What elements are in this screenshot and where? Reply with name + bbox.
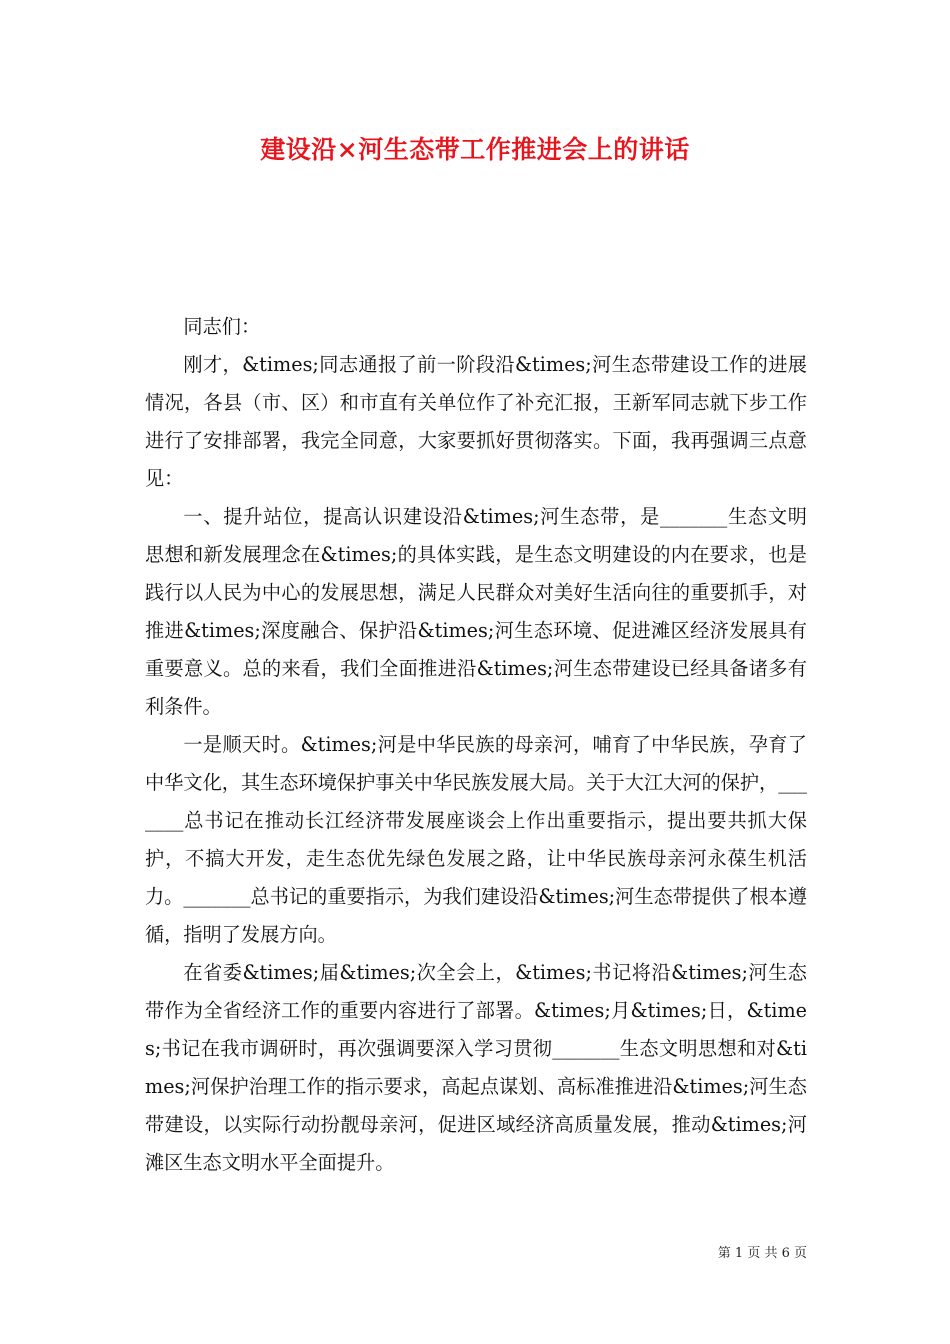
page-number-footer: 第 1 页 共 6 页 (717, 1246, 807, 1261)
body-paragraph: 一、提升站位，提高认识建设沿&times;河生态带，是_______生态文明思想和新发展理念在&times;的具体实践，是生态文明建设的内在要求，也是践行以人民为中心的发展思想，满足人民群众对美好生活向往的重要抓手，对推进&times;深度融合、保护沿&times;河生态环境、促进滩区经济发展具有重要意义。总的来看，我们全面推进沿&times;河生态带建设已经具备诸多有利条件。 (145, 505, 807, 718)
document-title: 建设沿×河生态带工作推进会上的讲话 (260, 135, 690, 164)
salutation-paragraph: 同志们： (183, 315, 261, 338)
document-body (145, 308, 807, 1182)
body-paragraph: 一是顺天时。&times;河是中华民族的母亲河，哺育了中华民族，孕育了中华文化，其生态环境保护事关中华民族发展大局。关于大江大河的保护，_______总书记在推动长江经济带发展座谈会上作出重要指示，提出要共抓大保护，不搞大开发，走生态优先绿色发展之路，让中华民族母亲河永葆生机活力。_______总书记的重要指示，为我们建设沿&times;河生态带提供了根本遵循，指明了发展方向。 (145, 733, 808, 946)
body-paragraph: 在省委&times;届&times;次全会上，&times;书记将沿&times;河生态带作为全省经济工作的重要内容进行了部署。&times;月&times;日，&times;书记在我市调研时，再次强调要深入学习贯彻_______生态文明思想和对&times;河保护治理工作的指示要求，高起点谋划、高标准推进沿&times;河生态带建设，以实际行动扮靓母亲河，促进区域经济高质量发展，推动&times;河滩区生态文明水平全面提升。 (145, 961, 807, 1174)
body-paragraph: 刚才，&times;同志通报了前一阶段沿&times;河生态带建设工作的进展情况，各县（市、区）和市直有关单位作了补充汇报，王新军同志就下步工作进行了安排部署，我完全同意，大家要抓好贯彻落实。下面，我再强调三点意见： (145, 353, 807, 490)
